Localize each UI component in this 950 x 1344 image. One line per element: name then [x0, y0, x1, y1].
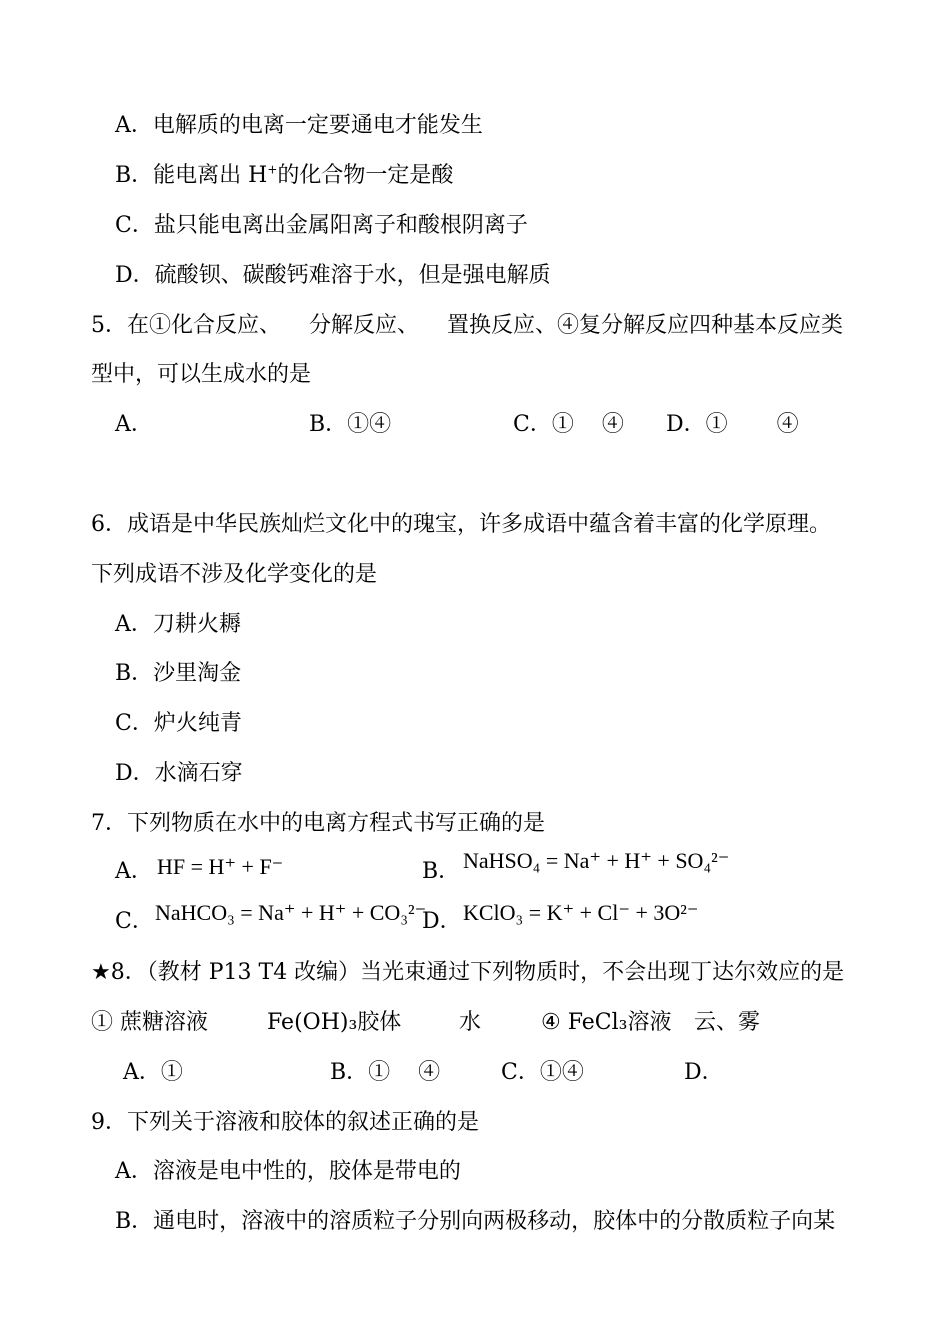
option-label: B． — [115, 163, 154, 188]
q7-option-a — [115, 857, 153, 887]
option-label: C． — [115, 909, 154, 934]
option-label: D． — [115, 263, 155, 288]
option-label: B． — [422, 859, 461, 884]
option-label: B． — [115, 661, 154, 686]
q6-option-c — [115, 709, 242, 739]
option-label: A． — [115, 412, 153, 437]
option-label: A． — [115, 113, 153, 138]
option-label: C． — [513, 412, 552, 437]
q6-stem-line1: 6．成语是中华民族灿烂文化中的瑰宝，许多成语中蕴含着丰富的化学原理。 — [91, 512, 831, 537]
q4-option-b — [115, 161, 453, 191]
q9-option-a — [115, 1157, 461, 1187]
option-label: B． — [330, 1060, 369, 1085]
q9-option-b — [115, 1207, 835, 1237]
option-text: 的化合物一定是酸 — [277, 163, 454, 188]
q5-option-a — [115, 410, 153, 440]
q6-option-d — [115, 759, 243, 789]
option-text: ①④ — [539, 1060, 584, 1085]
q6-option-b — [115, 659, 241, 689]
q5-stem-line1: 5．在①化合反应、 分解反应、 置换反应、④复分解反应四种基本反应类 — [91, 313, 843, 338]
option-label: B． — [115, 1209, 154, 1234]
option-label: C． — [501, 1060, 540, 1085]
q5-option-c — [513, 410, 624, 440]
q8-option-b — [330, 1058, 440, 1088]
star-icon: ★ — [91, 960, 111, 985]
option-text: 溶液是电中性的，胶体是带电的 — [152, 1159, 461, 1184]
q7-equation-c: NaHCO₃ = Na⁺ + H⁺ + CO₃²⁻ — [155, 900, 427, 925]
q4-option-a — [115, 111, 483, 141]
option-label: C． — [115, 711, 154, 736]
option-text: 盐只能电离出金属阳离子和酸根阴离子 — [153, 213, 528, 238]
option-text: 电解质的电离一定要通电才能发生 — [152, 113, 483, 138]
option-label: A． — [123, 1060, 161, 1085]
q8-item-3: 水 — [459, 1010, 482, 1035]
q8-item-1: ① 蔗糖溶液 — [91, 1010, 208, 1035]
q5-option-d — [666, 410, 799, 440]
q9-stem: 9．下列关于溶液和胶体的叙述正确的是 — [91, 1110, 479, 1135]
q8-item-2: Fe(OH)₃胶体 — [267, 1010, 402, 1035]
option-label: A． — [115, 1159, 153, 1184]
option-text: 炉火纯青 — [153, 711, 242, 736]
q7-option-d — [422, 907, 462, 937]
q8-stem-text: 8．（教材 P13 T4 改编）当光束通过下列物质时，不会出现丁达尔效应的是 — [110, 960, 845, 985]
option-text: 刀耕火耨 — [152, 612, 241, 637]
option-label: C． — [115, 213, 154, 238]
option-text: 硫酸钡、碳酸钙难溶于水，但是强电解质 — [154, 263, 551, 288]
option-text: ① ④ — [705, 412, 799, 437]
option-text: ① ④ — [368, 1060, 441, 1085]
q4-option-c — [115, 211, 528, 241]
q8-item-5: 云、雾 — [694, 1010, 761, 1035]
superscript: + — [267, 162, 278, 177]
q8-stem — [91, 958, 844, 988]
q7-equation-d: KClO₃ = K⁺ + Cl⁻ + 3O²⁻ — [463, 900, 699, 925]
option-text: ① — [160, 1060, 183, 1085]
q5-stem-line2: 型中，可以生成水的是 — [91, 362, 312, 387]
option-text: 水滴石穿 — [154, 761, 243, 786]
q7-stem: 7．下列物质在水中的电离方程式书写正确的是 — [91, 811, 545, 836]
option-label: D． — [684, 1060, 724, 1085]
q4-option-d — [115, 261, 551, 291]
q7-equation-b: NaHSO₄ = Na⁺ + H⁺ + SO₄²⁻ — [463, 848, 730, 873]
option-label: D． — [422, 909, 462, 934]
option-text: 通电时，溶液中的溶质粒子分别向两极移动，胶体中的分散质粒子向某 — [153, 1209, 836, 1234]
q7-option-c — [115, 907, 154, 937]
option-label: D． — [115, 761, 155, 786]
q8-option-a — [123, 1058, 183, 1088]
option-label: A． — [115, 859, 153, 884]
option-text: 能电离出 H — [153, 163, 268, 188]
option-label: A． — [115, 612, 153, 637]
q8-option-d — [684, 1058, 724, 1088]
q8-item-4: ④ FeCl₃溶液 — [541, 1010, 672, 1035]
q8-option-c — [501, 1058, 584, 1088]
q6-option-a — [115, 610, 241, 640]
q7-equation-a: HF = H⁺ + F⁻ — [157, 854, 284, 879]
option-text: ① ④ — [551, 412, 624, 437]
q6-stem-line2: 下列成语不涉及化学变化的是 — [91, 562, 378, 587]
q7-option-b — [422, 857, 460, 887]
q5-option-b — [309, 410, 391, 440]
option-text: ①④ — [347, 412, 392, 437]
option-label: D． — [666, 412, 706, 437]
option-label: B． — [309, 412, 348, 437]
option-text: 沙里淘金 — [153, 661, 242, 686]
